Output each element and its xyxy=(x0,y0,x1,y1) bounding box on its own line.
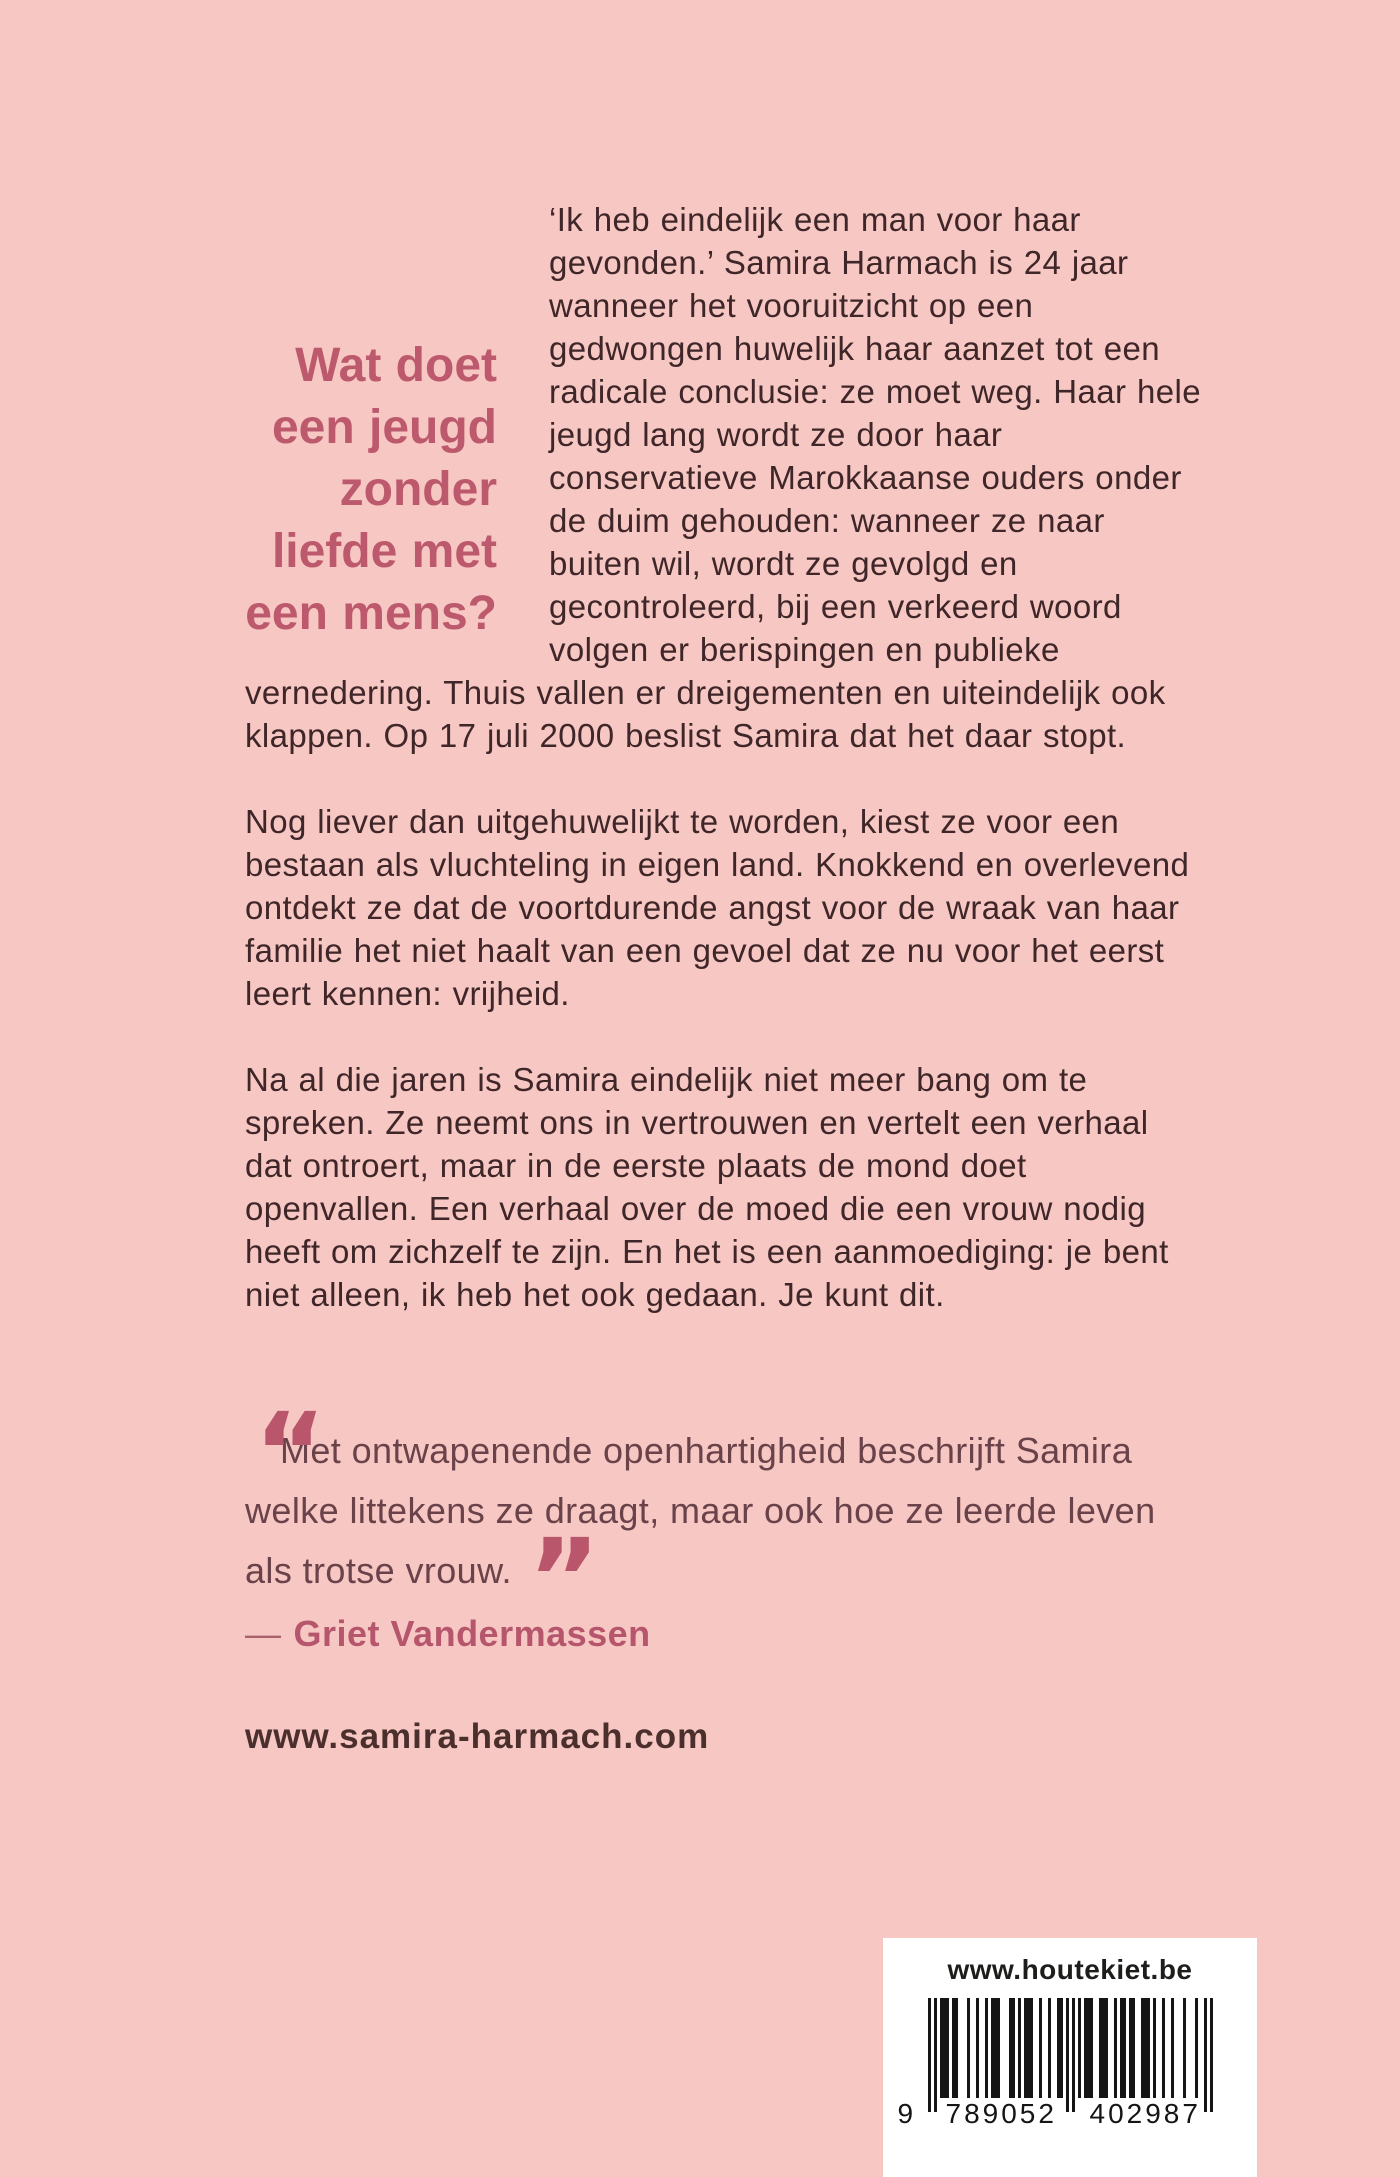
paragraph-3: Na al die jaren is Samira eindelijk niet meer bang om te spreken. Ze neemt ons in vertrouwen en vertelt een verhaal dat ontroert, maar in de eerste plaats de mond doet openvallen. Een verhaal over de moed die een vrouw nodig heeft om zichzelf te zijn. En het is een aanmoediging: je bent niet alleen, ik heb het ook gedaan. Je kunt dit. xyxy=(245,1061,1169,1313)
barcode-bar xyxy=(946,1998,949,2098)
publisher-website-url: www.houtekiet.be xyxy=(947,1954,1193,1985)
paragraph-1 xyxy=(245,198,1205,757)
endorsement-quote-text: Met ontwapenende openhartigheid beschrijft Samira welke littekens ze draagt, maar ook hoe ze leerde leven als trotse vrouw. xyxy=(245,1430,1156,1591)
barcode xyxy=(897,1998,1213,2148)
barcode-bar xyxy=(934,1998,937,2112)
endorsement-attribution xyxy=(245,1613,1205,1655)
barcode-bar xyxy=(1204,1998,1207,2112)
attribution-dash: — xyxy=(245,1613,282,1654)
barcode-bar xyxy=(1066,1998,1069,2112)
isbn-digit-lead: 9 xyxy=(897,2098,917,2129)
attribution-name: Griet Vandermassen xyxy=(293,1613,651,1654)
barcode-bar xyxy=(1078,1998,1081,2098)
barcode-bar xyxy=(976,1998,979,2098)
barcode-bar xyxy=(1210,1998,1213,2112)
isbn-digit-group-1: 789052 xyxy=(945,2098,1057,2129)
barcode-bar xyxy=(1060,1998,1063,2098)
barcode-bar xyxy=(1039,1998,1042,2098)
barcode-bar xyxy=(985,1998,988,2098)
barcode-bar xyxy=(1048,1998,1051,2098)
barcode-bar xyxy=(1090,1998,1093,2098)
barcode-bar xyxy=(1072,1998,1075,2112)
barcode-bar xyxy=(1162,1998,1165,2098)
barcode-bar xyxy=(1183,1998,1186,2098)
back-cover-text-column xyxy=(245,198,1205,1757)
paragraph-1-text: ‘Ik heb eindelijk een man voor haar gevonden.’ Samira Harmach is 24 jaar wanneer het vooruitzicht op een gedwongen huwelijk haar aanzet tot een radicale conclusie: ze moet weg. Haar hele jeugd lang wordt ze door haar conservatieve Marokkaanse ouders onder de duim gehouden: wanneer ze naar buiten wil, wordt ze gevolgd en gecontroleerd, bij een verkeerd woord volgen er berispingen en publieke vernedering. Thuis vallen er dreigementen en uiteindelijk ook klappen. Op 17 juli 2000 beslist Samira dat het daar stopt. xyxy=(245,201,1201,754)
barcode-bar xyxy=(1153,1998,1156,2098)
barcode-bar xyxy=(1132,1998,1135,2098)
pull-quote: Wat doet een jeugd zonder liefde met een mens? xyxy=(245,339,497,640)
barcode-bar xyxy=(928,1998,931,2112)
paragraph-2: Nog liever dan uitgehuwelijkt te worden, kiest ze voor een bestaan als vluchteling in eigen land. Knokkend en overlevend ontdekt ze dat de voortdurende angst voor de wraak van haar familie het niet haalt van een gevoel dat ze nu voor het eerst leert kennen: vrijheid. xyxy=(245,803,1190,1012)
barcode-bar xyxy=(1171,1998,1174,2098)
barcode-bar xyxy=(967,1998,970,2098)
barcode-bar xyxy=(955,1998,958,2098)
endorsement-quote: “ Met ontwapenende openhartigheid beschrijft Samira welke littekens ze draagt, maar ook hoe ze leerde leven als trotse vrouw. ” xyxy=(245,1421,1175,1601)
barcode-bar xyxy=(1030,1998,1033,2098)
barcode-bar xyxy=(1105,1998,1108,2098)
barcode-bar xyxy=(1012,1998,1015,2098)
barcode-bar xyxy=(997,1998,1000,2098)
barcode-bar xyxy=(1195,1998,1198,2098)
open-quote-icon: “ xyxy=(254,1389,327,1517)
isbn-box xyxy=(883,1938,1257,2177)
barcode-bar xyxy=(1018,1998,1021,2098)
barcode-bar xyxy=(1123,1998,1126,2098)
author-website-url: www.samira-harmach.com xyxy=(245,1717,710,1756)
barcode-bar xyxy=(1147,1998,1150,2098)
barcode-bar xyxy=(1114,1998,1117,2098)
isbn-digit-group-2: 402987 xyxy=(1089,2098,1201,2129)
